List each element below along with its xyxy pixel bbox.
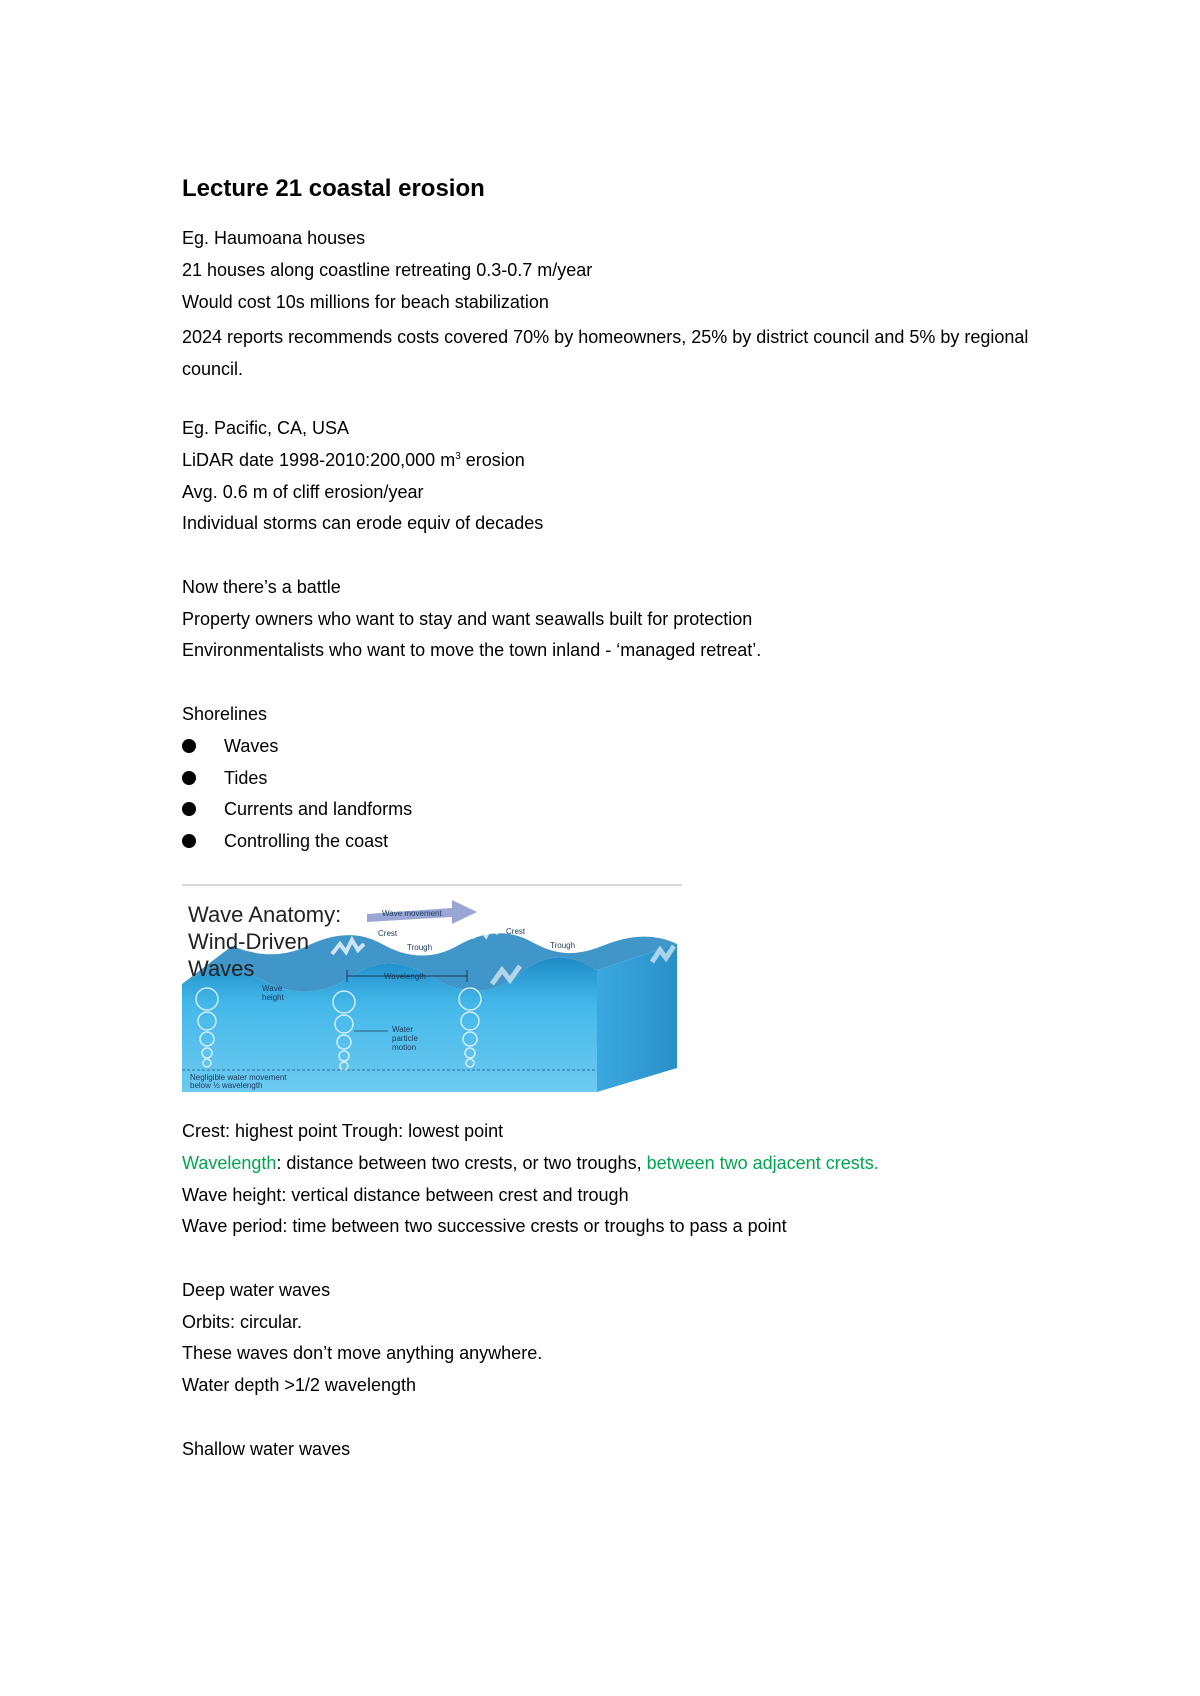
page-title: Lecture 21 coastal erosion [182, 175, 485, 202]
definition-wavelength [182, 1151, 879, 1175]
text-line: Orbits: circular. [182, 1312, 303, 1332]
figure-title: Wind-Driven [188, 929, 310, 954]
text-line-lidar [182, 448, 525, 472]
foam-crest [632, 914, 656, 928]
section-heading: Shorelines [182, 704, 268, 724]
text-line: Avg. 0.6 m of cliff erosion/year [182, 482, 424, 502]
text-line: Environmentalists who want to move the town inland - ‘managed retreat’. [182, 640, 762, 660]
definition-wave-height: Wave height: vertical distance between crest and trough [182, 1185, 629, 1205]
label-crest: Crest [506, 927, 526, 936]
figure-title: Waves [188, 956, 255, 981]
list-item: Controlling the coast [224, 831, 389, 851]
label-wave-height: height [262, 993, 284, 1002]
label-negligible: below ½ wavelength [190, 1081, 263, 1090]
label-trough: Trough [550, 941, 576, 950]
bullet-icon [182, 802, 196, 816]
definition-crest-trough: Crest: highest point Trough: lowest point [182, 1121, 504, 1141]
label-crest: Crest [378, 929, 398, 938]
bullet-icon [182, 739, 196, 753]
text-line: 21 houses along coastline retreating 0.3-0.7 m/year [182, 260, 593, 280]
text-line: These waves don’t move anything anywhere. [182, 1343, 543, 1363]
label-particle-motion: Water [392, 1025, 414, 1034]
label-particle-motion: particle [392, 1034, 418, 1043]
text-line: Eg. Haumoana houses [182, 228, 366, 248]
bullet-icon [182, 771, 196, 785]
list-item: Tides [224, 768, 268, 788]
text-line: Would cost 10s millions for beach stabilization [182, 292, 549, 312]
wavelength-text: : distance between two crests, or two troughs, [276, 1153, 647, 1173]
label-wave-movement: Wave movement [382, 909, 442, 918]
text-line: Water depth >1/2 wavelength [182, 1375, 416, 1395]
text-line: Eg. Pacific, CA, USA [182, 418, 350, 438]
lidar-text: LiDAR date 1998-2010:200,000 m [182, 450, 456, 470]
definition-wave-period: Wave period: time between two successive crests or troughs to pass a point [182, 1216, 787, 1236]
section-heading: Shallow water waves [182, 1439, 351, 1459]
wavelength-term: Wavelength [182, 1153, 277, 1173]
text-paragraph: 2024 reports recommends costs covered 70% by homeowners, 25% by district council and 5% by regional council. [182, 327, 1029, 379]
wave-anatomy-figure [182, 884, 682, 1092]
label-particle-motion: motion [392, 1043, 417, 1052]
list-item: Waves [224, 736, 279, 756]
superscript: 3 [455, 451, 461, 462]
list-item: Currents and landforms [224, 799, 413, 819]
wavelength-highlight: between two adjacent crests. [646, 1153, 879, 1173]
water-side [597, 944, 677, 1092]
text-line: Now there’s a battle [182, 577, 341, 597]
text-line: Property owners who want to stay and want seawalls built for protection [182, 609, 753, 629]
figure-title: Wave Anatomy: [188, 902, 342, 927]
label-trough: Trough [407, 943, 433, 952]
label-wavelength: Wavelength [384, 972, 426, 981]
text-line: Individual storms can erode equiv of decades [182, 513, 544, 533]
bullet-icon [182, 834, 196, 848]
label-negligible: Negligible water movement [190, 1073, 287, 1082]
section-heading: Deep water waves [182, 1280, 331, 1300]
lidar-text-end: erosion [460, 450, 525, 470]
label-wave-height: Wave [262, 984, 283, 993]
